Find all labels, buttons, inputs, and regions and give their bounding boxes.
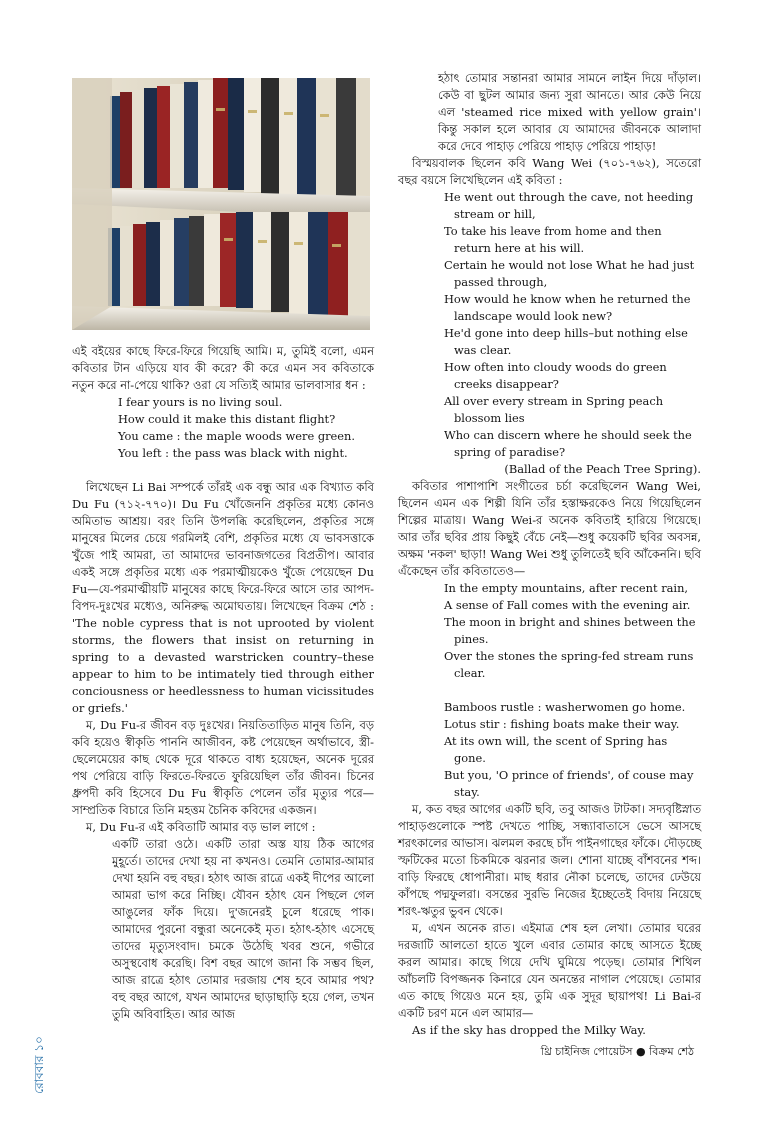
poem-line: How could it make this distant flight? [118, 412, 336, 426]
poem-line: To take his leave from home and then return here at his will. [444, 224, 662, 255]
poem-wang-wei [398, 189, 701, 461]
poem-line: How often into cloudy woods do green creeks disappear? [444, 360, 667, 391]
poem-du-fu-cont: হঠাৎ তোমার সন্তানরা আমার সামনে লাইন দিয়ে দাঁড়াল। কেউ বা ছুটল আমার জন্য সুরা আনতে। আর কেউ নিয়ে এল 'steamed rice mixed with yellow grain'। কিন্তু সকাল হলে আবার যে আমাদের জীবনকে আলাদা করে দেবে পাহাড় পেরিয়ে পাহাড় পেরিয়ে পাহাড়! [438, 71, 701, 153]
poem-wang-wei-2 [398, 580, 701, 801]
poem-line: The moon in bright and shines between the pines. [444, 615, 696, 646]
magazine-page-label: রোববার ১০ [32, 1036, 46, 1094]
page-footer-side [31, 1030, 51, 1100]
closing-line: As if the sky has dropped the Milky Way. [412, 1023, 646, 1037]
paragraph: ম, Du Fu-র এই কবিতাটি আমার বড় ভাল লাগে : [86, 820, 316, 834]
poem-line: But you, 'O prince of friends', of couse may stay. [444, 768, 694, 799]
poem-li-bai [72, 394, 374, 462]
paragraph: এই বইয়ের কাছে ফিরে-ফিরে গিয়েছি আমি। ম, তুমিই বলো, এমন কবিতার টান এড়িয়ে যাব কী করে? কী করে এমন সব কবিতাকে নতুন করে না-পেয়ে থাকি? ওরা যে সত্যিই আমার ভালবাসার ধন : [72, 344, 374, 392]
poem-line: He went out through the cave, not heeding stream or hill, [444, 190, 694, 221]
paragraph: লিখেছেন Li Bai সম্পর্কে তাঁরই এক বন্ধু আর এক বিখ্যাত কবি Du Fu (৭১২-৭৭০)। Du Fu খোঁজেননি প্রকৃতির মধ্যে কোনও অমিতাভ আশ্রয়। বরং তিনি উপলব্ধি করেছিলেন, প্রকৃতির সঙ্গে মানুষের মিলের চেয়ে গরমিলই বেশি, প্রকৃতির মধ্যে যে ভাবসত্তাকে খুঁজে পাই আমরা, তা আমাদের ভাবনাজগতের বিপ্রতীপ। আবার একই সঙ্গে প্রকৃতির মধ্যে এক পরমাত্মীয়কেও খুঁজে পেয়েছেন Du Fu—যে-পরমাত্মীয়টি মানুষের কাছে ফিরে-ফিরে আসে তার আপদ-বিপদ-দুঃখের মধ্যেও, অনিরুদ্ধ অমোঘতায়। লিখেছেন বিক্রম শেঠ : 'The noble cypress that is not uprooted by violent storms, the flowers that insist on returning in spring to a devasted warstricken country–these appear to him to be intimately tied through either conciousness or heedlessness to human vicissitudes or griefs.' [72, 480, 374, 715]
poem-source: (Ballad of the Peach Tree Spring). [504, 462, 701, 476]
poem-line: How would he know when he returned the landscape would look new? [444, 292, 691, 323]
right-column [398, 70, 701, 1039]
running-footer: থ্রি চাইনিজ পোয়েটস ● বিক্রম শেঠ [540, 1045, 694, 1058]
poem-du-fu: একটি তারা ওঠে। একটি তারা অস্ত যায় ঠিক আগের মুহূর্তে। তাদের দেখা হয় না কখনও। তেমনি তোমার-আমার দেখা হয়নি বহু বছর। হঠাৎ আজ রাত্রে একই দীপের আলো আমরা ভাগ করে নিচ্ছি। যৌবন হঠাৎ যেন পিছলে গেল আঙুলের ফাঁক দিয়ে। দু'জনেরই চুলে ধরেছে পাক। আমাদের পুরনো বন্ধুরা অনেকেই মৃত। হঠাৎ-হঠাৎ এসেছে তাদের মৃত্যুসংবাদ। চমকে উঠেছি খবর শুনে, গভীরে অসুস্থবোধ করেছি। বিশ বছর আগে জানা কি সম্ভব ছিল, আজ রাত্রে হঠাৎ তোমার দরজায় শেষ হবে আমার পথ? বহু বছর আগে, যখন আমাদের ছাড়াছাড়ি হয়ে গেল, তখন তুমি অবিবাহিত। আর আজ [112, 837, 374, 1021]
paragraph: কবিতার পাশাপাশি সংগীতের চর্চা করেছিলেন Wang Wei, ছিলেন এমন এক শিল্পী যিনি তাঁর হস্তাক্ষরকেও নিয়ে গিয়েছিলেন শিল্পের মাত্রায়। Wang Wei-র অনেক কবিতাই হারিয়ে গিয়েছে। আর তাঁর ছবির প্রায় কিছুই বেঁচে নেই—শুধু কয়েকটি ছবির অবসন্ন, অক্ষম 'নকল' ছাড়া! Wang Wei শুধু তুলিতেই ছবি আঁকেননি। ছবি এঁকেছেন তাঁর কবিতাতেও— [398, 479, 701, 578]
bookshelf-photo [72, 78, 370, 330]
poem-line: In the empty mountains, after recent rain, [444, 581, 689, 595]
poem-line: I fear yours is no living soul. [118, 395, 283, 409]
poem-line: A sense of Fall comes with the evening air. [444, 598, 691, 612]
poem-line: You came : the maple woods were green. [118, 429, 355, 443]
poem-line: He'd gone into deep hills–but nothing else was clear. [444, 326, 688, 357]
poem-line: Lotus stir : fishing boats make their way. [444, 717, 680, 731]
paragraph: ম, Du Fu-র জীবন বড় দুঃখের। নিয়তিতাড়িত মানুষ তিনি, বড় কবি হয়েও স্বীকৃতি পাননি আজীবন, কষ্ট পেয়েছেন অর্থাভাবে, স্ত্রী-ছেলেমেয়ের কাছ থেকে দূরে থাকতে বাধ্য হয়েছেন, অনেক দূরের পথ পেরিয়ে বাড়ি ফিরতে-ফিরতে ফুরিয়েছিল তাঁর জীবন। চিনের ধ্রুপদী কবি হিসেবে Du Fu স্বীকৃতি পেলেন তাঁর মৃত্যুর পরে—সাম্প্রতিক বিচারে তিনি মহত্তম চৈনিক কবিদের একজন। [72, 718, 374, 817]
poem-line: You left : the pass was black with night. [118, 446, 348, 460]
paragraph: বিস্ময়বালক ছিলেন কবি Wang Wei (৭০১-৭৬২), সতেরো বছর বয়সে লিখেছিলেন এই কবিতা : [398, 156, 701, 187]
paragraph: ম, এখন অনেক রাত। এইমাত্র শেষ হল লেখা। তোমার ঘরের দরজাটি আলতো হাতে খুলে এবার তোমার কাছে আসতে ইচ্ছে করল আমার। কাছে গিয়ে দেখি ঘুমিয়ে পড়েছ। তোমার শিথিল আঁচলটি বিপজ্জনক কিনারে যেন অনন্তের নাগাল পেয়েছে। তোমার এত কাছে গিয়েও মনে হয়, তুমি এক সুদূর ছায়াপথ! Li Bai-র একটি চরণ মনে এল আমার— [398, 921, 701, 1020]
poem-line: Certain he would not lose What he had just passed through, [444, 258, 695, 289]
paragraph: ম, কত বছর আগের একটি ছবি, তবু আজও টাটকা। সদ্যবৃষ্টিস্নাত পাহাড়গুলোকে স্পষ্ট দেখতে পাচ্ছি, সন্ধ্যাবাতাসে ভেসে আসছে শরৎকালের আভাস। ঝলমল করছে চাঁদ পাইনগাছের ফাঁকে। দৌড়চ্ছে স্ফটিকের মতো চিকমিকে ঝরনার জল। শোনা যাচ্ছে বাঁশবনের শব্দ। বাড়ি ফিরছে ধোপানীরা। মাছ ধরার নৌকা চলেছে, তাদের ঢেউয়ে কাঁপছে পদ্মফুলরা। বসন্তের সুরভি নিজের ইচ্ছেতেই বিদায় নিয়েছে শরৎ-ঋতুর ভুবন থেকে। [398, 802, 701, 918]
poem-line: At its own will, the scent of Spring has gone. [444, 734, 668, 765]
left-column [72, 343, 374, 1023]
poem-line: Over the stones the spring-fed stream runs clear. [444, 649, 694, 680]
poem-line: Bamboos rustle : washerwomen go home. [444, 700, 686, 714]
poem-line: All over every stream in Spring peach blossom lies [444, 394, 664, 425]
poem-line: Who can discern where he should seek the spring of paradise? [444, 428, 692, 459]
